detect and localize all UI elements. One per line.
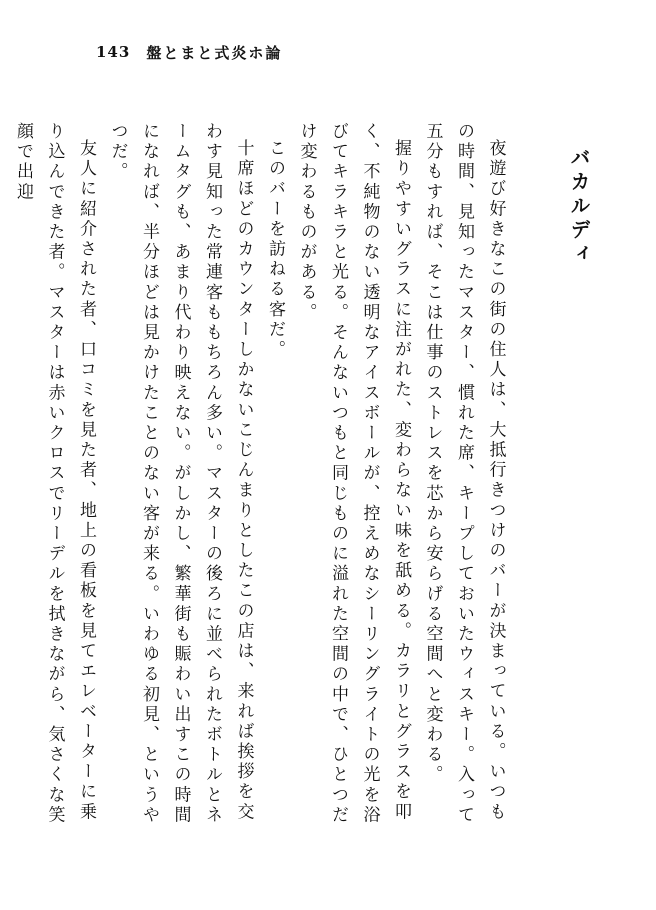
paragraph-1: 夜遊び好きなこの街の住人は、大抵行きつけのバーが決まっている。いつもの時間、見知ったマスター、慣れた席、キープしておいたウィスキー。入って五分もすれば、そこは仕事のストレスを芯から安らげる空間へと変わる。 [422,122,506,826]
page-number: 143 [96,43,131,61]
book-title: 盤とまと式炎ホ論 [146,43,283,62]
running-head [96,40,282,64]
paragraph-2: 握りやすいグラスに注がれた、変わらない味を舐める。カラリとグラスを叩く、不純物のない透明なアイスボールが、控えめなシーリングライトの光を浴びてキラキラと光る。そんないつもと同じものに溢れた空間の中で、ひとつだけ変わるものがある。 [296,122,411,826]
vertical-text-block [13,122,594,842]
chapter-title: バカルディ [567,147,591,267]
paragraph-3: このバーを訪ねる客だ。 [265,139,285,361]
paragraph-4: 十席ほどのカウンターしかないこじんまりとしたこの店は、来れば挨拶を交わす見知った常連客ももちろん多い。マスターの後ろに並べられたボトルとネームタグも、あまり代わり映えない。がしかし、繁華街も賑わい出すこの時間になれば、半分ほどは見かけたことのない客が来る。いわゆる初見、というやつだ。 [107,122,254,826]
paragraph-5: 友人に紹介された者、口コミを見た者、地上の看板を見てエレベーターに乗り込んできた者。マスターは赤いクロスでリーデルを拭きながら、気さくな笑顔で出迎 [13,122,96,826]
